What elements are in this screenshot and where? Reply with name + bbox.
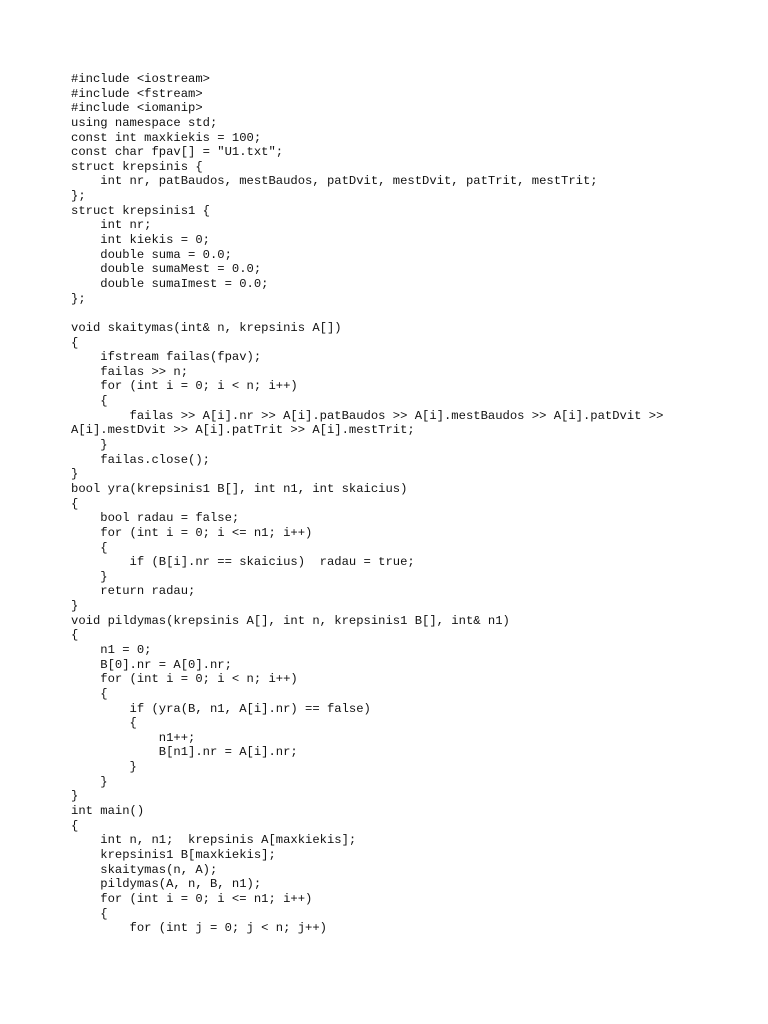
code-line: } (71, 438, 108, 453)
code-line: } (71, 569, 108, 584)
code-line: A[i].mestDvit >> A[i].patTrit >> A[i].mestTrit; (71, 423, 415, 438)
code-line: { (71, 540, 108, 555)
code-line: double sumaImest = 0.0; (71, 276, 269, 291)
code-line: for (int i = 0; i <= n1; i++) (71, 525, 313, 540)
code-line: }; (71, 189, 86, 204)
code-line: } (71, 467, 79, 482)
code-line: B[0].nr = A[0].nr; (71, 657, 232, 672)
code-line: ifstream failas(fpav); (71, 350, 262, 365)
code-line: const char fpav[] = "U1.txt"; (71, 145, 284, 160)
code-line: { (71, 628, 79, 643)
code-line: struct krepsinis1 { (71, 203, 210, 218)
code-line: } (71, 599, 79, 614)
code-line: double suma = 0.0; (71, 247, 232, 262)
code-line: failas >> n; (71, 364, 189, 379)
code-line: for (int i = 0; i < n; i++) (71, 672, 298, 687)
code-line: int nr, patBaudos, mestBaudos, patDvit, mestDvit, patTrit, mestTrit; (71, 174, 598, 189)
code-line: bool yra(krepsinis1 B[], int n1, int skaicius) (71, 481, 408, 496)
code-listing (71, 72, 751, 936)
code-line: failas >> A[i].nr >> A[i].patBaudos >> A[i].mestBaudos >> A[i].patDvit >> (71, 408, 664, 423)
code-line: #include <iostream> (71, 72, 210, 86)
code-line: krepsinis1 B[maxkiekis]; (71, 847, 276, 862)
code-line: int n, n1; krepsinis A[maxkiekis]; (71, 833, 357, 848)
code-line: }; (71, 291, 86, 306)
code-line: } (71, 789, 79, 804)
code-line: for (int j = 0; j < n; j++) (71, 921, 327, 936)
code-line: void skaitymas(int& n, krepsinis A[]) (71, 320, 342, 335)
code-line: n1++; (71, 730, 196, 745)
code-line: skaitymas(n, A); (71, 862, 218, 877)
code-line: int kiekis = 0; (71, 233, 210, 248)
code-line: for (int i = 0; i < n; i++) (71, 379, 298, 394)
code-line: for (int i = 0; i <= n1; i++) (71, 891, 313, 906)
code-line: double sumaMest = 0.0; (71, 262, 262, 277)
code-line: pildymas(A, n, B, n1); (71, 877, 262, 892)
code-line: int nr; (71, 218, 152, 233)
code-line: { (71, 716, 137, 731)
code-line: { (71, 906, 108, 921)
code-line: { (71, 335, 79, 350)
code-line: #include <fstream> (71, 86, 203, 101)
code-line: using namespace std; (71, 115, 218, 130)
code-line: #include <iomanip> (71, 101, 203, 116)
code-line: { (71, 818, 79, 833)
code-line: } (71, 760, 137, 775)
code-line: const int maxkiekis = 100; (71, 130, 262, 145)
code-line: { (71, 496, 79, 511)
code-line: failas.close(); (71, 452, 210, 467)
code-line: n1 = 0; (71, 642, 152, 657)
code-line (71, 306, 751, 321)
code-line: int main() (71, 804, 145, 819)
code-line: return radau; (71, 584, 196, 599)
code-line: if (B[i].nr == skaicius) radau = true; (71, 555, 415, 570)
code-line: struct krepsinis { (71, 159, 203, 174)
code-line: { (71, 686, 108, 701)
code-line: bool radau = false; (71, 511, 240, 526)
code-line: B[n1].nr = A[i].nr; (71, 745, 298, 760)
code-line: void pildymas(krepsinis A[], int n, krepsinis1 B[], int& n1) (71, 613, 510, 628)
code-line: } (71, 774, 108, 789)
code-line: { (71, 394, 108, 409)
code-line: if (yra(B, n1, A[i].nr) == false) (71, 701, 371, 716)
